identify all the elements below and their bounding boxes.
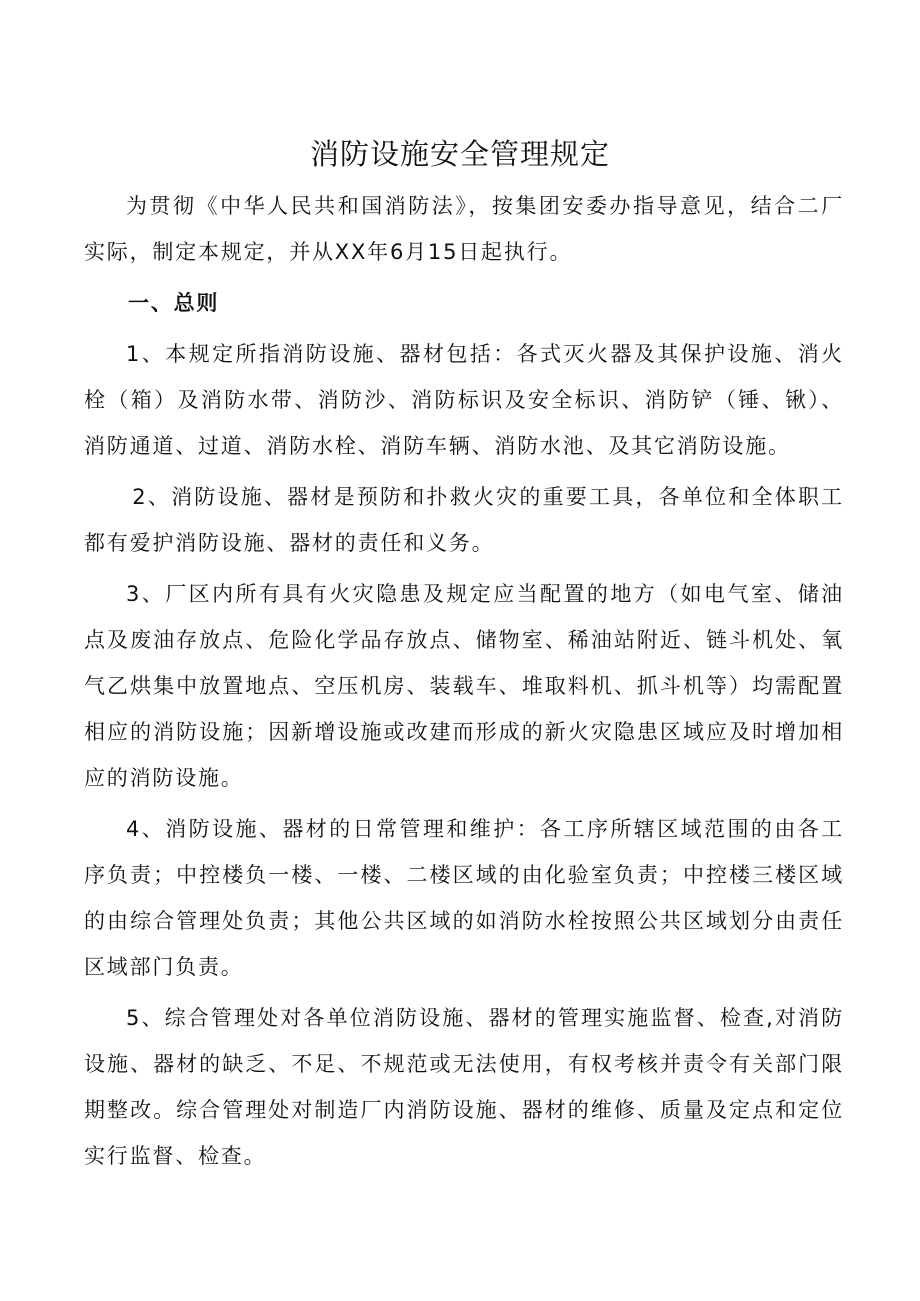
clause-1: 1、本规定所指消防设施、器材包括：各式灭火器及其保护设施、消火栓（箱）及消防水带、消防沙、消防标识及安全标识、消防铲（锤、锹）、消防通道、过道、消防水栓、消防车辆、消防水池、及其它消防设施。: [84, 342, 844, 458]
clause-2: 2、消防设施、器材是预防和扑救火灾的重要工具，各单位和全体职工都有爱护消防设施、器材的责任和义务。: [84, 485, 844, 555]
clause-3: 3、厂区内所有具有火灾隐患及规定应当配置的地方（如电气室、储油点及废油存放点、危险化学品存放点、储物室、稀油站附近、链斗机处、氧气乙烘集中放置地点、空压机房、装载车、堆取料机、抓斗机等）均需配置相应的消防设施；因新增设施或改建而形成的新火灾隐患区域应及时增加相应的消防设施。: [84, 582, 844, 790]
intro-paragraph: 为贯彻《中华人民共和国消防法》，按集团安委办指导意见，结合二厂实际，制定本规定，并从XX年6月15日起执行。: [84, 194, 844, 264]
section-heading: 一、总则: [128, 291, 220, 315]
document-body: [84, 183, 844, 1179]
document-title: 消防设施安全管理规定: [309, 137, 610, 172]
clause-5: 5、综合管理处对各单位消防设施、器材的管理实施监督、检查,对消防设施、器材的缺乏、不足、不规范或无法使用，有权考核并责令有关部门限期整改。综合管理处对制造厂内消防设施、器材的维修、质量及定点和定位实行监督、检查。: [84, 1006, 844, 1168]
clause-4: 4、消防设施、器材的日常管理和维护：各工序所辖区域范围的由各工序负责；中控楼负一楼、一楼、二楼区域的由化验室负责；中控楼三楼区域的由综合管理处负责；其他公共区域的如消防水栓按照公共区域划分由责任区域部门负责。: [84, 817, 844, 979]
